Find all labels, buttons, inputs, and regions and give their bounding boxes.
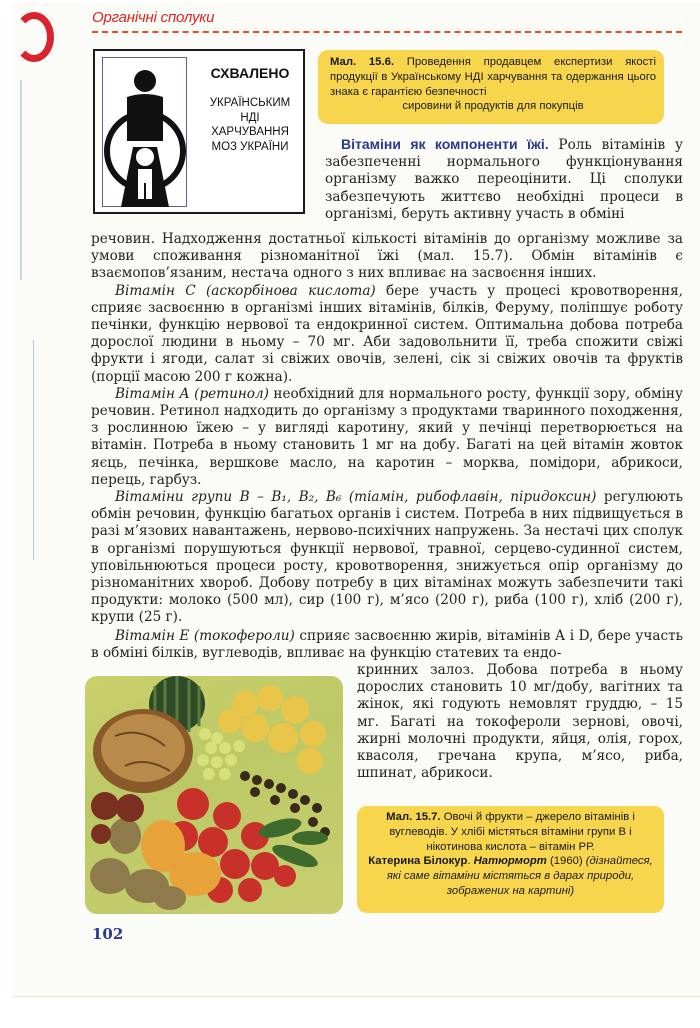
section-intro [325, 136, 683, 223]
paragraph-text: регулюють обмін речовин, функцію багатьох органів і систем. Потреба в них підвищується в разі м’язових навантажень, нервово-психічних напружень. За нестачі цих сполук в організмі порушуються функції нервової, травної, серцево-судинної систем, уповільнюються процеси росту, кровотворення, знижується опір організму до різноманітних хвороб. Добову потребу в цих вітамінах можуть забезпечити такі продукти: молоко (500 мл), сир (100 г), м’ясо (200 г), риба (100 г), хліб (200 г), крупи (25 г). [91, 489, 684, 626]
parent-child-icon [103, 59, 187, 207]
term: Вітамін Е (токофероли) [115, 628, 295, 644]
caption-text: Проведення продавцем експертизи якості продукції в Українському НДІ харчування та одержання цього знака є гарантією безпечності [330, 56, 656, 98]
paragraph-vitamin-e [91, 628, 683, 662]
running-head: Органічні сполуки [92, 9, 215, 26]
logo-line: ХАРЧУВАННЯ [211, 126, 289, 138]
header-dashed-rule [92, 31, 682, 33]
paragraph-text: необхідний для нормального росту, функції зору, обміну речовин. Ретинол надходить до організму з продуктами тваринного походження, з рослинною їжею – у вигляді каротину, який у печінці перетворюється на вітамін. Потреба в ньому становить 1 мг на добу. Багаті на цей вітамін жовток яєць, печінка, вершкове масло, на каротин – морква, помідори, абрикоси, перець, гарбуз. [91, 385, 683, 488]
term: Вітаміни групи В – В₁, В₂, В₆ (тіамін, рибофлавін, піридоксин) [115, 489, 597, 506]
caption-text: Овочі й фрукти – джерело вітамінів і вуглеводів. У хлібі містяться вітаміни групи В і нікотинова кислота – вітамін РР. [389, 811, 635, 853]
figure-caption-15-6 [318, 50, 664, 124]
still-life-painting [85, 676, 343, 914]
artwork-year: (1960) [550, 855, 583, 868]
paragraph-text: бере участь у процесі кровотворення, сприяє засвоєнню в організмі інших вітамінів, білків, Феруму, поліпшує роботу печінки, функцію нервової та ендокринної систем. Оптимальна добова потреба дорослої людини в ньому – 70 мг. Аби задовольнити її, треба спожити свіжі фрукти і ягоди, салат зі свіжих овочів, зелені, сік зі свіжих овочів та фруктів (порції масою 200 г кожна). [91, 282, 683, 385]
term: Вітамін С (аскорбінова кислота) [115, 282, 376, 299]
logo-subtitle [198, 96, 302, 154]
paragraph-text: сприяє засвоєнню жирів, вітамінів А і D, бере участь в обміні білків, вуглеводів, впливає на функцію статевих та ендо- [91, 628, 683, 662]
logo-line: МОЗ УКРАЇНИ [211, 140, 289, 153]
intro-text: Роль вітамінів у забезпеченні нормального функціонування організму важко переоцінити. Ці сполуки забезпечують життєво необхідні процеси в організмі, беруть активну участь в обміні [325, 137, 684, 222]
main-text [91, 231, 683, 627]
binding-line [33, 340, 34, 560]
caption-task: (дізнайтеся, які саме вітаміни містяться в дарах природи, зображених на картині) [386, 855, 653, 897]
logo-line: УКРАЇНСЬКИМ [209, 97, 291, 109]
caption-label: Мал. 15.7. [386, 811, 441, 823]
logo-line: НДІ [240, 111, 260, 124]
approval-logo [93, 49, 305, 214]
paragraph-vitamin-b [91, 489, 683, 627]
painting-illustration [85, 676, 343, 914]
paragraph-vitamin-c [91, 283, 683, 386]
logo-title: СХВАЛЕНО [210, 65, 290, 81]
artist-name: Катерина Білокур [368, 855, 468, 868]
paragraph-vitamin-e-cont [357, 662, 683, 782]
artwork-title: Натюрморт [473, 855, 547, 868]
binder-ring-icon [14, 12, 54, 62]
intro-continuation: речовин. Надходження достатньої кількості вітамінів до організму можливе за умови споживання різноманітної їжі (мал. 15.7). Обмін вітамінів є взаємопов’язаним, нестача одного з них впливає на засвоєння інших. [91, 231, 683, 282]
paragraph-text: кринних залоз. Добова потреба в ньому дорослих становить 10 мг/добу, вагітних та жінок, які годують немовлят груддю, – 15 мг. Багаті на токофероли зернові, овочі, жирні молочні продукти, яйця, олія, горох, квасоля, гречана крупа, м’ясо, риба, шпинат, абрикоси. [357, 662, 683, 782]
caption-text: сировини й продуктів для покупців [402, 100, 584, 113]
page-number: 102 [92, 925, 124, 943]
figure-caption-15-7: Мал. 15.7. Овочі й фрукти – джерело вітамінів і вуглеводів. У хлібі містяться вітаміни групи В і нікотинова кислота – вітамін РР. Катерина Білокур. Натюрморт (1960) (дізнайтеся, які саме вітаміни містяться в дарах природи, зображених на картині) [357, 806, 664, 913]
binding-line [20, 80, 22, 280]
caption-label: Мал. 15.6. [330, 56, 395, 68]
section-heading: Вітаміни як компоненти їжі. [341, 136, 549, 152]
paragraph-vitamin-a [91, 386, 683, 489]
term: Вітамін А (ретинол) [115, 385, 269, 402]
